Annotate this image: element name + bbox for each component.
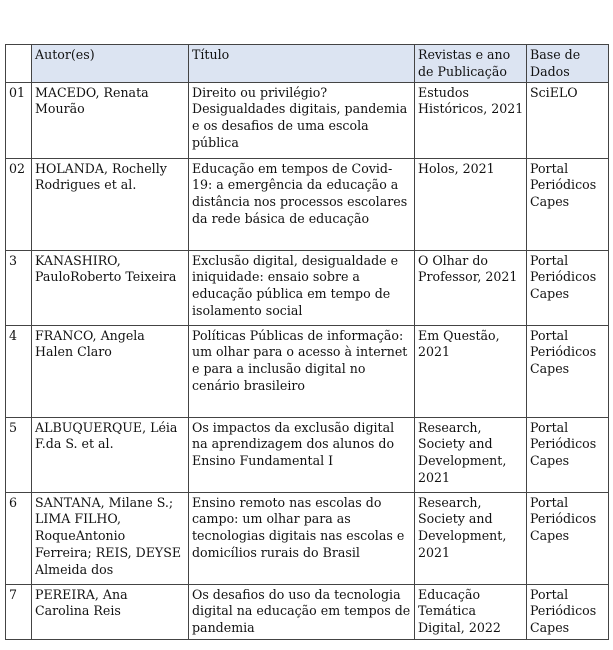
author-cell: HOLANDA, Rochelly Rodrigues et al. — [32, 158, 189, 250]
database-cell: Portal Periódicos Capes — [527, 250, 609, 325]
database-cell: Portal Periódicos Capes — [527, 492, 609, 584]
author-cell: KANASHIRO, PauloRoberto Teixeira — [32, 250, 189, 325]
table-row — [6, 250, 609, 325]
row-number: 7 — [6, 584, 32, 639]
table-row — [6, 82, 609, 158]
database-cell: SciELO — [527, 82, 609, 158]
title-cell: Os desafios do uso da tecnologia digital na educação em tempos de pandemia — [189, 584, 415, 639]
author-cell: SANTANA, Milane S.; LIMA FILHO, RoqueAntonio Ferreira; REIS, DEYSE Almeida dos — [32, 492, 189, 584]
journal-cell: Educação Temática Digital, 2022 — [415, 584, 527, 639]
table-row — [6, 158, 609, 250]
database-cell: Portal Periódicos Capes — [527, 325, 609, 417]
journal-cell: Em Questão, 2021 — [415, 325, 527, 417]
header-row — [6, 45, 609, 83]
header-database: Base de Dados — [527, 45, 609, 83]
journal-cell: Research, Society and Development, 2021 — [415, 417, 527, 492]
row-number: 6 — [6, 492, 32, 584]
title-cell: Políticas Públicas de informação: um olhar para o acesso à internet e para a inclusão digital no cenário brasileiro — [189, 325, 415, 417]
row-number: 01 — [6, 82, 32, 158]
journal-cell: Research, Society and Development, 2021 — [415, 492, 527, 584]
title-cell: Os impactos da exclusão digital na aprendizagem dos alunos do Ensino Fundamental I — [189, 417, 415, 492]
author-cell: FRANCO, Angela Halen Claro — [32, 325, 189, 417]
journal-cell: Holos, 2021 — [415, 158, 527, 250]
author-cell: ALBUQUERQUE, Léia F.da S. et al. — [32, 417, 189, 492]
author-cell: PEREIRA, Ana Carolina Reis — [32, 584, 189, 639]
table-row — [6, 325, 609, 417]
title-cell: Exclusão digital, desigualdade e iniquidade: ensaio sobre a educação pública em tempo de isolamento social — [189, 250, 415, 325]
database-cell: Portal Periódicos Capes — [527, 584, 609, 639]
table-row — [6, 492, 609, 584]
header-number — [6, 45, 32, 83]
header-author: Autor(es) — [32, 45, 189, 83]
header-journal: Revistas e ano de Publicação — [415, 45, 527, 83]
table-row — [6, 584, 609, 639]
row-number: 4 — [6, 325, 32, 417]
literature-table — [5, 44, 609, 640]
database-cell: Portal Periódicos Capes — [527, 158, 609, 250]
row-number: 5 — [6, 417, 32, 492]
title-cell: Ensino remoto nas escolas do campo: um olhar para as tecnologias digitais nas escolas e domicílios rurais do Brasil — [189, 492, 415, 584]
journal-cell: O Olhar do Professor, 2021 — [415, 250, 527, 325]
title-cell: Direito ou privilégio? Desigualdades digitais, pandemia e os desafios de uma escola pública — [189, 82, 415, 158]
row-number: 02 — [6, 158, 32, 250]
database-cell: Portal Periódicos Capes — [527, 417, 609, 492]
row-number: 3 — [6, 250, 32, 325]
title-cell: Educação em tempos de Covid-19: a emergência da educação a distância nos processos escolares da rede básica de educação — [189, 158, 415, 250]
table-row — [6, 417, 609, 492]
header-title: Título — [189, 45, 415, 83]
author-cell: MACEDO, Renata Mourão — [32, 82, 189, 158]
journal-cell: Estudos Históricos, 2021 — [415, 82, 527, 158]
